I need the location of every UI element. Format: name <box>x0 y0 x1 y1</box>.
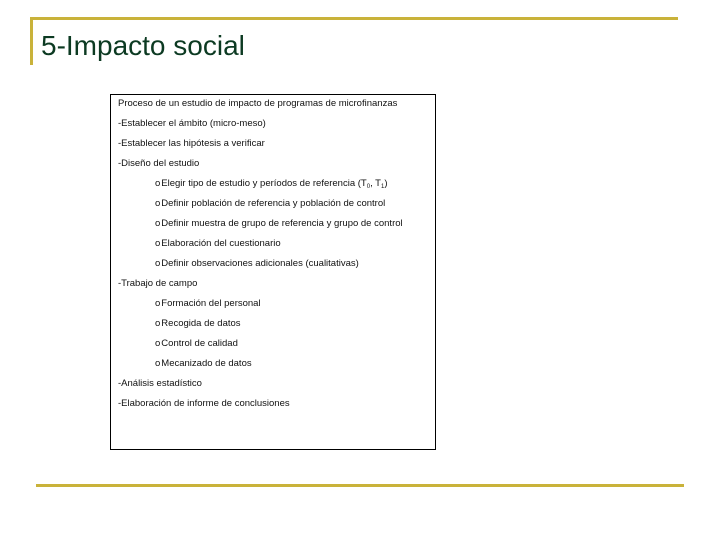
substep-mecanizado <box>155 358 252 370</box>
t0-subscript: 0 <box>366 184 371 190</box>
slide-title: 5-Impacto social <box>41 30 245 61</box>
substep-tipo-estudio <box>155 178 388 190</box>
step-ambito: -Establecer el ámbito (micro-meso) <box>118 118 266 129</box>
step-analisis: -Análisis estadístico <box>118 378 202 389</box>
bullet-icon: o <box>155 258 161 269</box>
process-box <box>110 94 436 450</box>
recogida-text: Recogida de datos <box>161 318 241 329</box>
bullet-icon: o <box>155 338 161 349</box>
substep-muestra <box>155 218 403 230</box>
bullet-icon: o <box>155 358 161 369</box>
tipo-mid-text: , T <box>370 178 381 189</box>
tipo-suffix-text: ) <box>384 178 388 189</box>
bullet-icon: o <box>155 198 161 209</box>
mecanizado-text: Mecanizado de datos <box>161 358 252 369</box>
title-top-rule <box>30 17 678 20</box>
poblacion-text: Definir población de referencia y población de control <box>161 198 386 209</box>
observaciones-text: Definir observaciones adicionales (cualitativas) <box>161 258 359 269</box>
muestra-text: Definir muestra de grupo de referencia y grupo de control <box>161 218 403 229</box>
bullet-icon: o <box>155 298 161 309</box>
footer-rule <box>36 484 684 487</box>
bullet-icon: o <box>155 238 161 249</box>
title-side-rule <box>30 17 33 65</box>
substep-poblacion <box>155 198 385 210</box>
tipo-text: Elegir tipo de estudio y períodos de referencia (T <box>161 178 367 189</box>
cuestionario-text: Elaboración del cuestionario <box>161 238 281 249</box>
bullet-icon: o <box>155 218 161 229</box>
substep-recogida <box>155 318 241 330</box>
step-diseno: -Diseño del estudio <box>118 158 200 169</box>
substep-observaciones <box>155 258 359 270</box>
control-text: Control de calidad <box>161 338 238 349</box>
step-campo: -Trabajo de campo <box>118 278 198 289</box>
substep-cuestionario <box>155 238 281 250</box>
formacion-text: Formación del personal <box>161 298 261 309</box>
bullet-icon: o <box>155 318 161 329</box>
process-heading: Proceso de un estudio de impacto de programas de microfinanzas <box>118 98 398 109</box>
substep-formacion <box>155 298 261 310</box>
step-informe: -Elaboración de informe de conclusiones <box>118 398 290 409</box>
t1-subscript: 1 <box>380 184 385 190</box>
bullet-icon: o <box>155 178 161 189</box>
substep-control <box>155 338 238 350</box>
step-hipotesis: -Establecer las hipótesis a verificar <box>118 138 265 149</box>
